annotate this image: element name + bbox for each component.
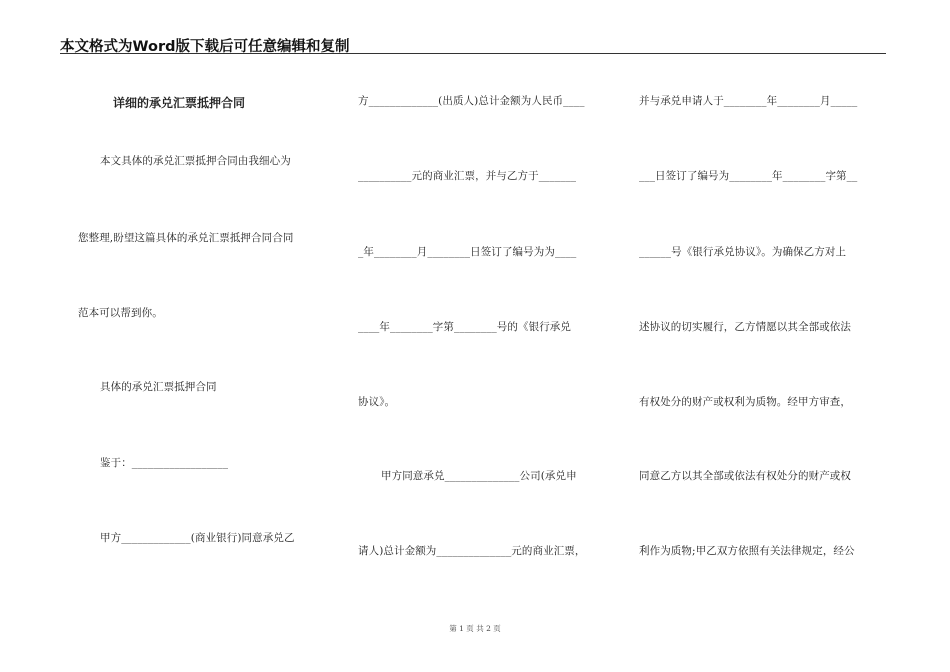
paragraph-line: ____年________字第________号的《银行承兑 [358,321,571,333]
paragraph-line: 有权处分的财产或权利为质物。经甲方审查， [639,396,851,408]
paragraph-line: 方_____________(出质人)总计金额为人民币____ [358,95,585,107]
paragraph-line: 利作为质物;甲乙双方依照有关法律规定，经公 [639,545,855,557]
page-number: 第 1 页 共 2 页 [449,624,501,633]
paragraph-line: 并与承兑申请人于________年________月_____ [639,95,858,107]
paragraph-line: 协议》。 [358,396,396,408]
paragraph-line: 范本可以帮到你。 [78,307,163,319]
paragraph-line: 同意乙方以其全部或依法有权处分的财产或权 [639,470,851,482]
paragraph-line: 鉴于：__________________ [100,457,229,469]
paragraph-line: 甲方同意承兑______________公司(承兑申 [381,470,577,482]
paragraph-line: __________元的商业汇票，并与乙方于_______ [358,170,577,182]
paragraph-line: 具体的承兑汇票抵押合同 [100,381,217,393]
paragraph-line: 述协议的切实履行，乙方情愿以其全部或依法 [639,321,851,333]
paragraph-line: 本文具体的承兑汇票抵押合同由我细心为 [100,155,291,167]
header-divider [60,53,886,54]
paragraph-line: ___日签订了编号为________年________字第__ [639,170,858,182]
paragraph-line: 请人)总计金额为______________元的商业汇票， [358,545,586,557]
paragraph-line: _年________月________日签订了编号为为____ [358,246,577,258]
paragraph-line: 您整理,盼望这篇具体的承兑汇票抵押合同合同 [78,232,294,244]
paragraph-line: ______号《银行承兑协议》。为确保乙方对上 [639,246,847,258]
header-title: 本文格式为Word版下载后可任意编辑和复制 [60,39,350,55]
paragraph-line: 甲方_____________(商业银行)同意承兑乙 [100,532,295,544]
document-title: 详细的承兑汇票抵押合同 [113,96,246,110]
